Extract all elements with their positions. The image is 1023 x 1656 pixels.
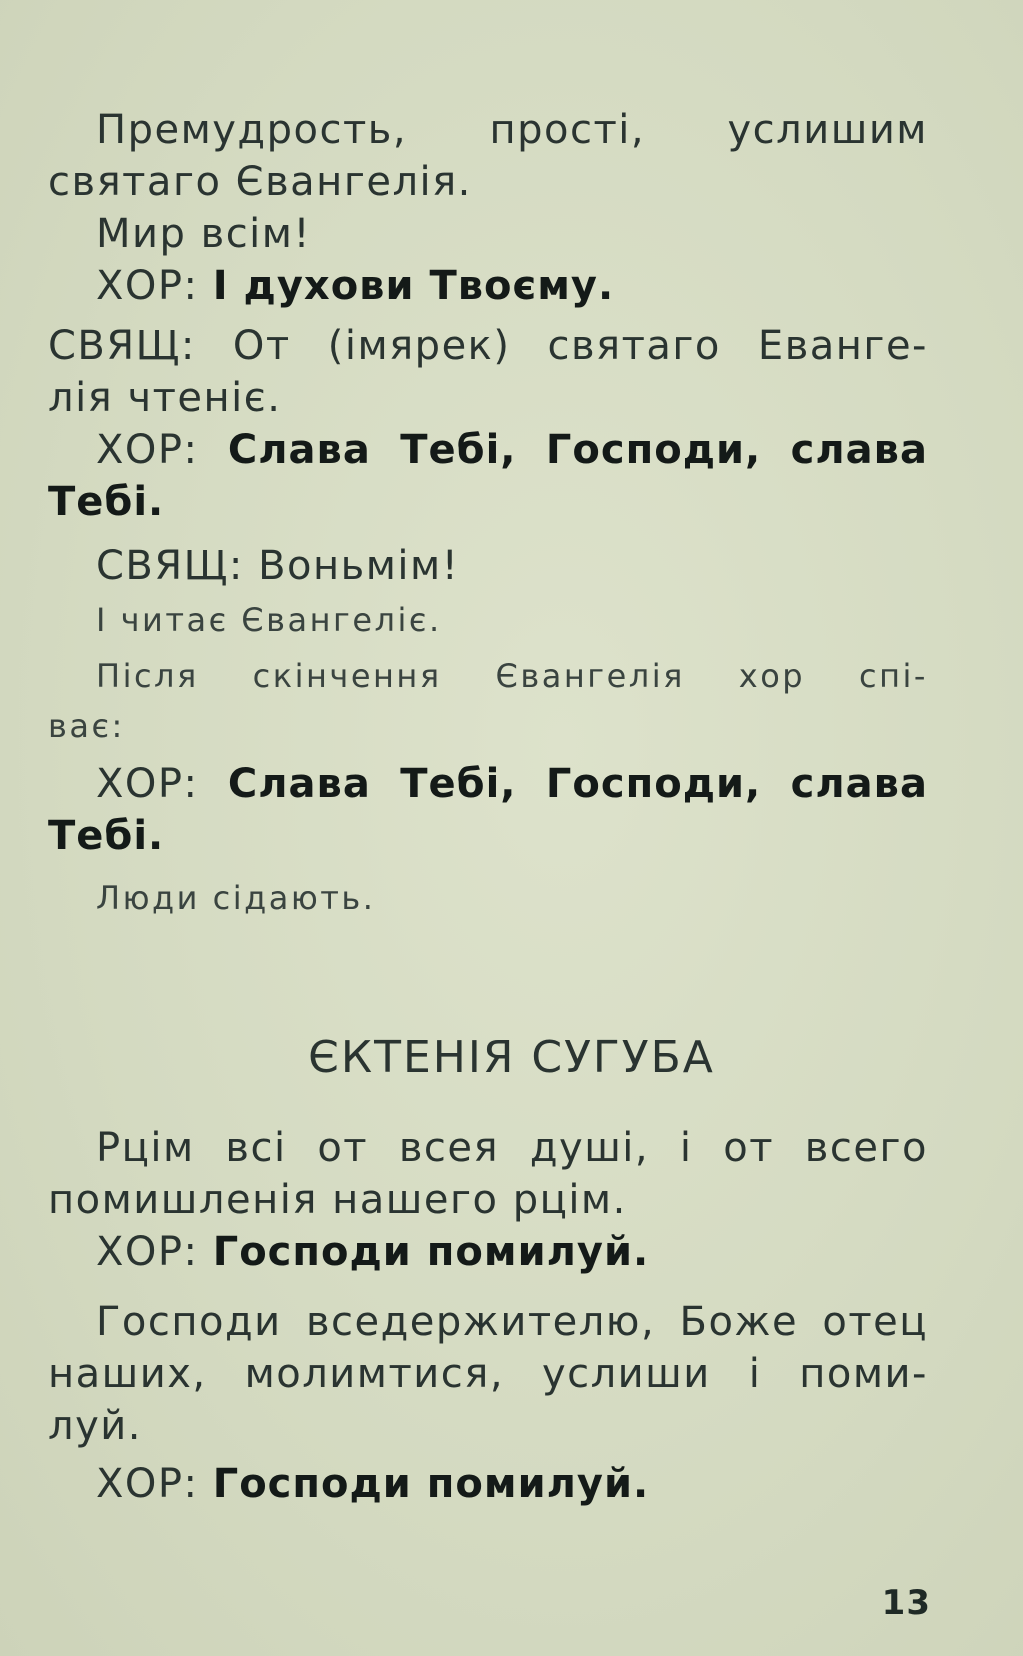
word: всего: [804, 1125, 928, 1171]
choir-response: І духови Твоєму.: [212, 263, 615, 309]
word: всі: [225, 1125, 287, 1171]
word: хор: [738, 657, 806, 695]
choir-line: [96, 1228, 649, 1276]
choir-line: [96, 760, 928, 808]
word: слава: [790, 427, 928, 473]
section-title: ЄКТЕНІЯ СУГУБА: [308, 1032, 715, 1083]
word: Тебі,: [400, 427, 517, 473]
rubric-line: [96, 656, 928, 696]
word: Євангелія: [495, 657, 685, 695]
choir-response: Тебі.: [48, 479, 165, 525]
word: Слава: [227, 761, 371, 807]
choir-label: ХОР:: [96, 761, 199, 807]
word: всея: [398, 1125, 500, 1171]
word: от: [723, 1125, 775, 1171]
word: От: [232, 323, 291, 369]
text-line: лія чтеніє.: [48, 375, 282, 421]
text-line: луй.: [48, 1403, 142, 1449]
text-line: [96, 1124, 928, 1172]
word: отец: [822, 1299, 928, 1345]
word: скінчення: [252, 657, 442, 695]
rubric-line: ває:: [48, 707, 125, 745]
word: і: [679, 1125, 693, 1171]
word: СВЯЩ:: [48, 323, 196, 369]
text-line: [96, 1298, 928, 1346]
choir-label: ХОР:: [96, 427, 199, 473]
choir-response: Господи помилуй.: [212, 1461, 650, 1507]
word: Тебі,: [400, 761, 517, 807]
word: услишим: [727, 107, 928, 153]
choir-label: ХОР:: [96, 1229, 213, 1275]
choir-response: Тебі.: [48, 813, 165, 859]
word: Еванге-: [757, 323, 928, 369]
text-line: Мир всім!: [96, 211, 312, 257]
word: душі,: [529, 1125, 650, 1171]
word: от: [317, 1125, 369, 1171]
text-line: СВЯЩ: Воньмім!: [96, 543, 460, 589]
choir-response: Господи помилуй.: [212, 1229, 650, 1275]
text-line: помишленія нашего рцім.: [48, 1177, 627, 1223]
word: прості,: [489, 107, 646, 153]
word: молимтися,: [244, 1351, 505, 1397]
choir-line: [96, 262, 614, 310]
page-number: 13: [881, 1583, 931, 1623]
word: поми-: [799, 1351, 928, 1397]
word: Господи: [96, 1299, 282, 1345]
choir-label: ХОР:: [96, 1461, 213, 1507]
choir-line: [96, 1460, 649, 1508]
word: Господи,: [545, 761, 762, 807]
word: Господи,: [545, 427, 762, 473]
word: наших,: [48, 1351, 207, 1397]
choir-line: [96, 426, 928, 474]
choir-label: ХОР:: [96, 263, 213, 309]
word: Премудрость,: [96, 107, 408, 153]
word: услиши: [541, 1351, 711, 1397]
word: Боже: [679, 1299, 799, 1345]
word: і: [748, 1351, 762, 1397]
rubric-line: І читає Євангеліє.: [96, 601, 442, 639]
rubric-line: Люди сідають.: [96, 879, 376, 917]
text-line: святаго Євангелія.: [48, 159, 472, 205]
word: спі-: [859, 657, 928, 695]
word: святаго: [547, 323, 721, 369]
text-line: [96, 106, 928, 154]
text-line: [48, 1350, 928, 1398]
word: Слава: [227, 427, 371, 473]
word: (імярек): [327, 323, 511, 369]
word: Рцім: [96, 1125, 195, 1171]
word: слава: [790, 761, 928, 807]
word: вседержителю,: [305, 1299, 656, 1345]
text-line: [48, 322, 928, 370]
word: Після: [96, 657, 199, 695]
